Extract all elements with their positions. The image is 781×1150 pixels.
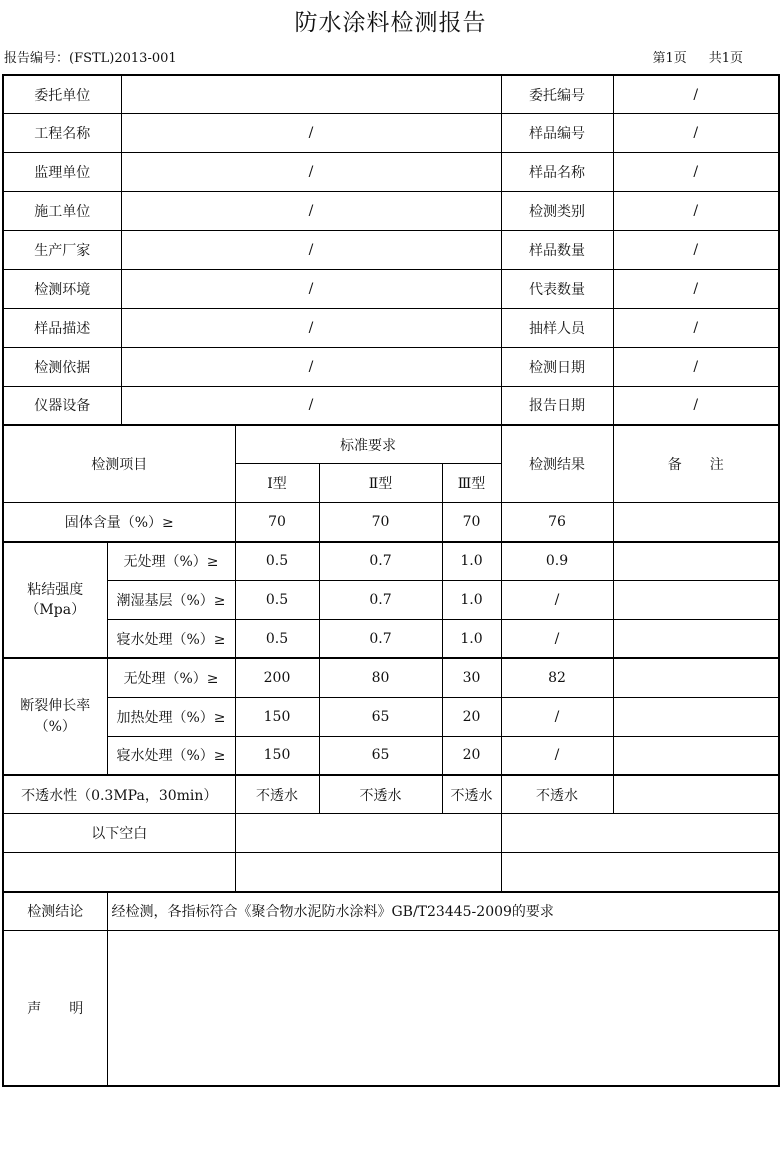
info-value-right: /: [613, 386, 779, 425]
table-row: [3, 619, 779, 658]
info-row: [3, 153, 779, 192]
cell-type-3: 1.0: [442, 581, 501, 620]
info-value-left: /: [121, 386, 501, 425]
report-title: 防水涂料检测报告: [294, 10, 487, 36]
info-value-right: /: [613, 308, 779, 347]
statement-text: [107, 931, 779, 1086]
cell-type-3: 1.0: [442, 542, 501, 581]
info-row: [3, 231, 779, 270]
header-standard: 标准要求: [235, 425, 501, 464]
blank-row: [3, 853, 779, 892]
info-value-left: /: [121, 114, 501, 153]
cell-result: 不透水: [501, 775, 613, 814]
row-label: 固体含量（%）≥: [3, 503, 235, 542]
cell-type-1: 0.5: [235, 542, 319, 581]
table-row: [3, 658, 779, 697]
row-label: 加热处理（%）≥: [107, 697, 235, 736]
info-row: [3, 386, 779, 425]
cell-type-2: 0.7: [319, 619, 442, 658]
info-row: [3, 192, 779, 231]
info-row: [3, 308, 779, 347]
info-value-right: /: [613, 231, 779, 270]
cell-result: /: [501, 736, 613, 775]
header-result: 检测结果: [501, 425, 613, 503]
row-label: 无处理（%）≥: [107, 658, 235, 697]
cell-type-1: 70: [235, 503, 319, 542]
cell-remark: [613, 775, 779, 814]
cell-type-1: 200: [235, 658, 319, 697]
blank-label: 以下空白: [3, 814, 235, 853]
info-label-right: 检测类别: [501, 192, 613, 231]
table-row: [3, 542, 779, 581]
group-bond-strength: [3, 542, 107, 659]
row-label: 寝水处理（%）≥: [107, 619, 235, 658]
cell-type-3: 不透水: [442, 775, 501, 814]
cell-type-3: 20: [442, 697, 501, 736]
blank-cell: [235, 853, 501, 892]
info-label-left: 样品描述: [3, 308, 121, 347]
info-value-right: /: [613, 114, 779, 153]
info-label-left: 委托单位: [3, 75, 121, 114]
test-section: [3, 425, 779, 1086]
info-label-left: 检测环境: [3, 269, 121, 308]
cell-type-3: 20: [442, 736, 501, 775]
cell-type-2: 70: [319, 503, 442, 542]
group-unit: （Mpa）: [25, 602, 86, 619]
info-row: [3, 347, 779, 386]
info-label-left: 监理单位: [3, 153, 121, 192]
cell-type-3: 70: [442, 503, 501, 542]
group-elongation: [3, 658, 107, 775]
cell-type-3: 1.0: [442, 619, 501, 658]
cell-type-2: 80: [319, 658, 442, 697]
info-label-right: 样品编号: [501, 114, 613, 153]
info-label-left: 工程名称: [3, 114, 121, 153]
info-row: [3, 269, 779, 308]
group-unit: （%）: [34, 718, 76, 735]
cell-result: /: [501, 697, 613, 736]
cell-remark: [613, 581, 779, 620]
cell-result: 76: [501, 503, 613, 542]
cell-remark: [613, 658, 779, 697]
cell-result: /: [501, 619, 613, 658]
page-total: 共1页: [708, 51, 743, 66]
info-label-right: 代表数量: [501, 269, 613, 308]
info-label-right: 抽样人员: [501, 308, 613, 347]
table-row: [3, 503, 779, 542]
blank-standard: [235, 814, 501, 853]
cell-type-1: 150: [235, 697, 319, 736]
info-label-left: 生产厂家: [3, 231, 121, 270]
info-value-right: /: [613, 192, 779, 231]
header-type-3: Ⅲ型: [442, 464, 501, 503]
cell-result: 0.9: [501, 542, 613, 581]
cell-remark: [613, 736, 779, 775]
info-label-right: 委托编号: [501, 75, 613, 114]
cell-result: 82: [501, 658, 613, 697]
report-number: 报告编号：(FSTL)2013-001: [4, 51, 177, 66]
cell-type-2: 65: [319, 736, 442, 775]
group-label: 断裂伸长率: [20, 698, 91, 715]
blank-cell: [3, 853, 235, 892]
cell-type-1: 0.5: [235, 619, 319, 658]
cell-type-1: 不透水: [235, 775, 319, 814]
cell-remark: [613, 542, 779, 581]
row-label: 不透水性（0.3MPa，30min）: [3, 775, 235, 814]
info-value-left: [121, 75, 501, 114]
conclusion-row: [3, 892, 779, 931]
page-indicator: [630, 47, 743, 66]
info-value-right: /: [613, 153, 779, 192]
info-label-right: 检测日期: [501, 347, 613, 386]
blank-cell: [501, 853, 779, 892]
conclusion-label: 检测结论: [3, 892, 107, 931]
cell-type-2: 不透水: [319, 775, 442, 814]
cell-remark: [613, 619, 779, 658]
cell-result: /: [501, 581, 613, 620]
info-label-left: 检测依据: [3, 347, 121, 386]
conclusion-text: 经检测，各指标符合《聚合物水泥防水涂料》GB/T23445-2009的要求: [107, 892, 779, 931]
blank-result: [501, 814, 779, 853]
info-value-left: /: [121, 347, 501, 386]
cell-type-1: 150: [235, 736, 319, 775]
info-value-left: /: [121, 153, 501, 192]
report-table: [2, 74, 780, 1087]
group-label: 粘结强度: [27, 581, 84, 598]
cell-type-2: 65: [319, 697, 442, 736]
info-label-left: 施工单位: [3, 192, 121, 231]
info-value-left: /: [121, 192, 501, 231]
table-row: [3, 775, 779, 814]
info-value-right: /: [613, 269, 779, 308]
info-value-left: /: [121, 269, 501, 308]
table-row: [3, 736, 779, 775]
cell-type-2: 0.7: [319, 542, 442, 581]
info-value-left: /: [121, 231, 501, 270]
blank-row: [3, 814, 779, 853]
table-row: [3, 581, 779, 620]
info-label-left: 仪器设备: [3, 386, 121, 425]
statement-label: 声 明: [3, 931, 107, 1086]
header-test-item: 检测项目: [3, 425, 235, 503]
cell-type-3: 30: [442, 658, 501, 697]
info-label-right: 样品名称: [501, 153, 613, 192]
cell-remark: [613, 697, 779, 736]
info-row: [3, 114, 779, 153]
row-label: 寝水处理（%）≥: [107, 736, 235, 775]
info-label-right: 样品数量: [501, 231, 613, 270]
header-type-1: Ⅰ型: [235, 464, 319, 503]
page-number: 第1页: [652, 51, 687, 66]
cell-type-1: 0.5: [235, 581, 319, 620]
cell-remark: [613, 503, 779, 542]
header-remark: 备 注: [613, 425, 779, 503]
info-value-right: /: [613, 347, 779, 386]
info-row: [3, 75, 779, 114]
header-type-2: Ⅱ型: [319, 464, 442, 503]
info-value-right: /: [613, 75, 779, 114]
statement-row: [3, 931, 779, 1086]
info-section: [3, 75, 779, 425]
row-label: 无处理（%）≥: [107, 542, 235, 581]
info-value-left: /: [121, 308, 501, 347]
row-label: 潮湿基层（%）≥: [107, 581, 235, 620]
cell-type-2: 0.7: [319, 581, 442, 620]
info-label-right: 报告日期: [501, 386, 613, 425]
table-row: [3, 697, 779, 736]
